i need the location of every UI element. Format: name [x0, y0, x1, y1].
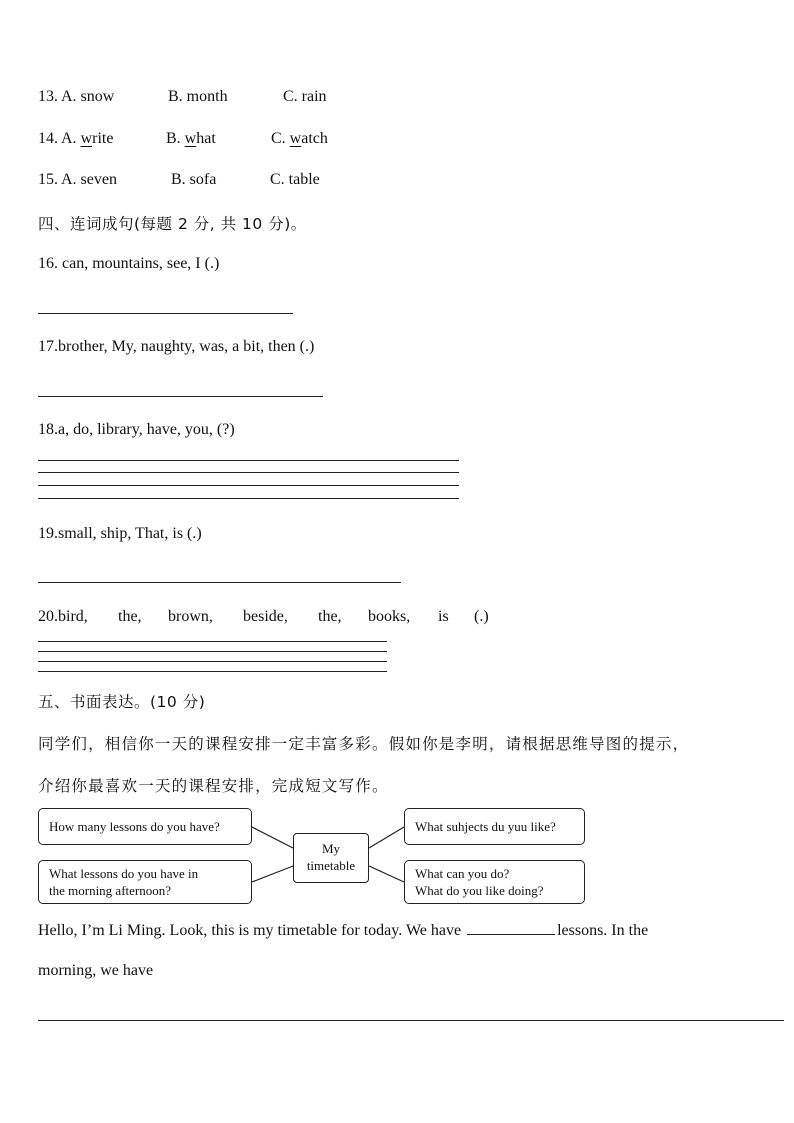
- mindmap-bottom-left-box: [38, 860, 252, 904]
- mindmap-top-left-text: How many lessons do you have?: [49, 819, 220, 834]
- q14-b-underlined: w: [184, 130, 197, 147]
- mindmap-center-box: [293, 833, 369, 883]
- q13-option-c: C. rain: [283, 88, 327, 105]
- composition-line-1: [38, 920, 648, 940]
- item20-word-1: 20.bird,: [38, 608, 88, 625]
- section5-prompt-line-1: 同学们，相信你一天的课程安排一定丰富多彩。假如你是李明，请根据思维导图的提示，: [38, 735, 690, 753]
- item20-word-6: books,: [368, 608, 411, 625]
- q14-b-rest: hat: [196, 130, 216, 147]
- mindmap-center-text-2: timetable: [306, 858, 356, 873]
- mindmap-center-text-1: My: [321, 841, 341, 856]
- mindmap-bottom-left-text-2: the morning afternoon?: [49, 883, 172, 898]
- q15-option-c: C. table: [270, 171, 320, 188]
- item16-prompt: 16. can, mountains, see, I (.): [38, 255, 220, 272]
- q13-option-a: A. snow: [61, 88, 115, 105]
- composition-start: Hello, I’m Li Ming. Look, this is my timetable for today. We have: [38, 922, 462, 939]
- q15-number: 15.: [38, 171, 58, 188]
- item20-word-5: the,: [318, 608, 342, 625]
- mindmap-bottom-right-text-2: What do you like doing?: [415, 883, 544, 898]
- mindmap-bottom-right-box: [404, 860, 585, 904]
- item19-prompt: 19.small, ship, That, is (.): [38, 525, 202, 542]
- item18-prompt: 18.a, do, library, have, you, (?): [38, 421, 235, 438]
- section5-heading: 五、书面表达。(10 分): [38, 693, 206, 711]
- q14-a-prefix: A.: [61, 130, 81, 147]
- q14-c-rest: atch: [301, 130, 328, 147]
- mindmap-top-left-box: [38, 808, 252, 845]
- item20-word-3: brown,: [168, 608, 213, 625]
- q15-option-b: B. sofa: [171, 171, 217, 188]
- mindmap-top-right-box: [404, 808, 585, 845]
- q14-c-prefix: C.: [271, 130, 290, 147]
- item20-word-2: the,: [118, 608, 142, 625]
- section5-prompt-line-2: 介绍你最喜欢一天的课程安排，完成短文写作。: [38, 777, 389, 795]
- q13-number: 13.: [38, 88, 58, 105]
- item20-word-7: is: [438, 608, 449, 625]
- q14-a-underlined: w: [80, 130, 93, 147]
- q15-option-a: A. seven: [61, 171, 117, 188]
- q14-b-prefix: B.: [166, 130, 185, 147]
- item20-word-4: beside,: [243, 608, 288, 625]
- q14-number: 14.: [38, 130, 58, 147]
- item20-word-8: (.): [474, 608, 489, 625]
- composition-continue: lessons. In the: [557, 922, 649, 939]
- q13-option-b: B. month: [168, 88, 228, 105]
- mindmap-top-right-text: What suhjects du yuu like?: [415, 819, 556, 834]
- q14-c-underlined: w: [289, 130, 302, 147]
- q14-a-rest: rite: [92, 130, 114, 147]
- composition-line-2: morning, we have: [38, 962, 154, 979]
- section4-heading: 四、连词成句(每题 2 分, 共 10 分)。: [38, 215, 307, 233]
- mindmap-bottom-right-text-1: What can you do?: [415, 866, 510, 881]
- item17-prompt: 17.brother, My, naughty, was, a bit, then (.): [38, 338, 315, 355]
- composition-writing-line[interactable]: [38, 1020, 784, 1021]
- mindmap-bottom-left-text-1: What lessons do you have in: [49, 866, 199, 881]
- lessons-count-blank[interactable]: [467, 920, 555, 935]
